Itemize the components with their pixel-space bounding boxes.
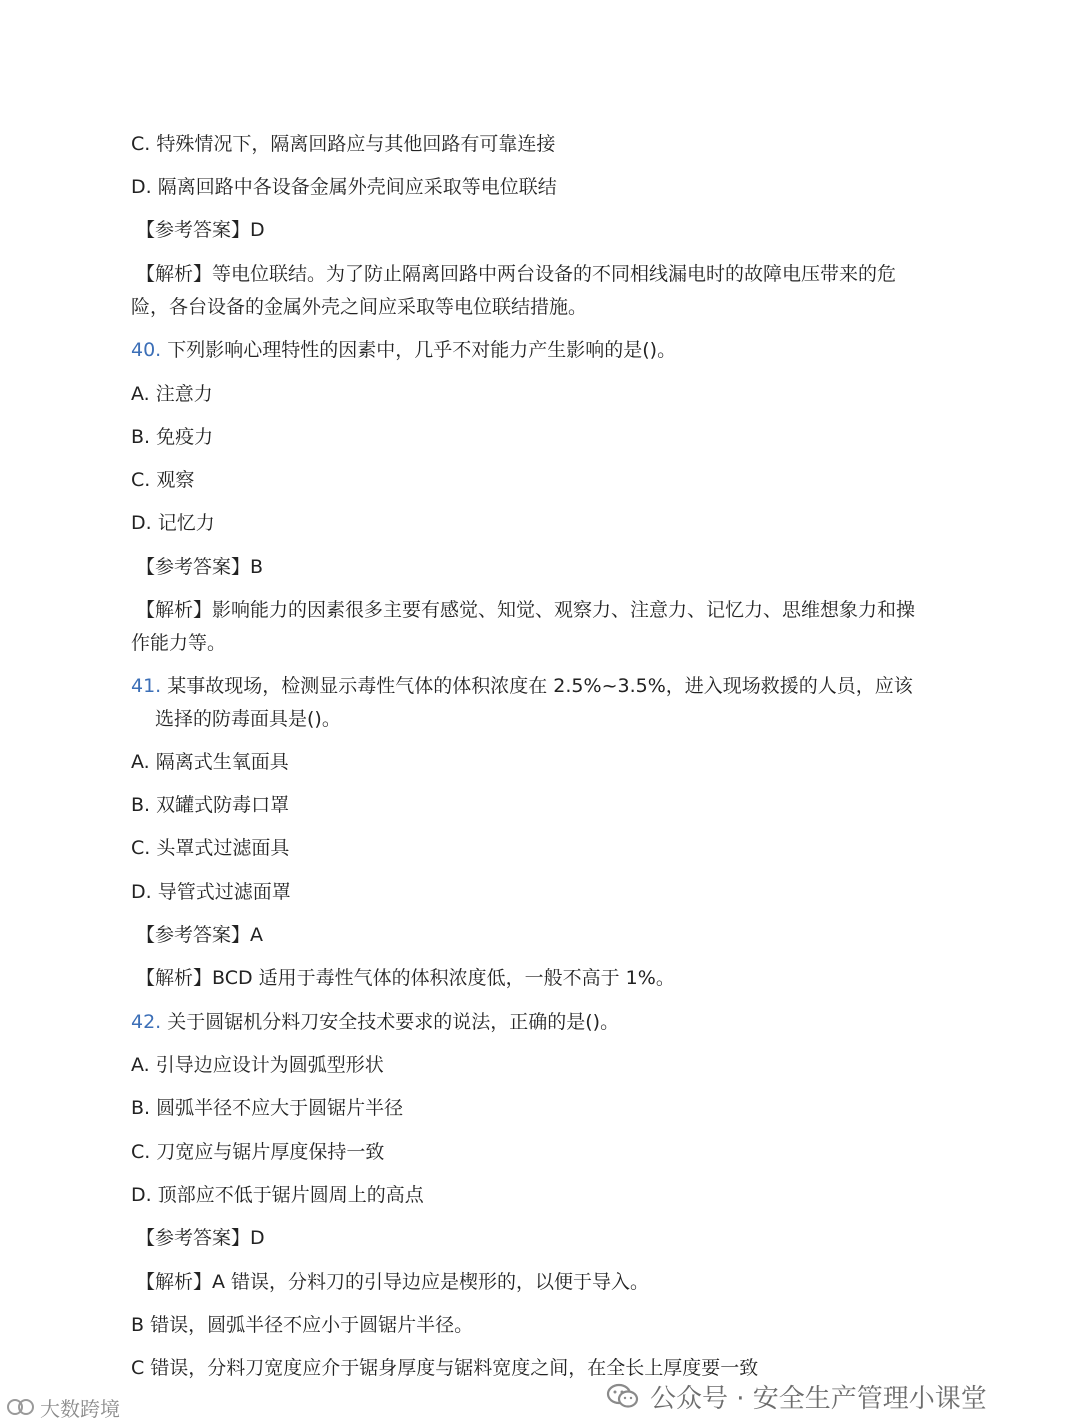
option-c-q41: C. 头罩式过滤面具 xyxy=(131,837,290,859)
option-a-q42: A. 引导边应设计为圆弧型形状 xyxy=(131,1054,384,1076)
option-c-q42: C. 刀宽应与锯片厚度保持一致 xyxy=(131,1141,385,1163)
watermark-left-text: 大数跨境 xyxy=(40,1396,120,1421)
answer-q40: 【参考答案】B xyxy=(136,556,264,578)
answer-q39: 【参考答案】D xyxy=(136,219,265,241)
option-b-q41: B. 双罐式防毒口罩 xyxy=(131,794,290,816)
question-41-text: 某事故现场，检测显示毒性气体的体积浓度在 2.5%~3.5%，进入现场救援的人员，应该 xyxy=(167,675,913,697)
option-d-q41: D. 导管式过滤面罩 xyxy=(131,881,291,903)
analysis-q39-line1: 【解析】等电位联结。为了防止隔离回路中两台设备的不同相线漏电时的故障电压带来的危 xyxy=(136,263,897,285)
question-42 xyxy=(131,1006,619,1038)
question-40 xyxy=(131,334,676,366)
question-40-text: 下列影响心理特性的因素中，几乎不对能力产生影响的是()。 xyxy=(167,339,677,361)
option-d-q40: D. 记忆力 xyxy=(131,512,215,534)
option-c-q40: C. 观察 xyxy=(131,469,195,491)
watermark-right-text: 公众号 · 安全生产管理小课堂 xyxy=(650,1383,987,1414)
option-a-q41: A. 隔离式生氧面具 xyxy=(131,751,289,773)
analysis-q42-line2: B 错误，圆弧半径不应小于圆锯片半径。 xyxy=(131,1314,474,1336)
analysis-q39-line2: 险，各台设备的金属外壳之间应采取等电位联结措施。 xyxy=(131,296,588,318)
watermark-right xyxy=(606,1376,1066,1416)
question-number-40: 40. xyxy=(131,339,162,361)
analysis-q42-line1: 【解析】A 错误，分料刀的引导边应是楔形的，以便于导入。 xyxy=(136,1271,650,1293)
analysis-q40-line1: 【解析】影响能力的因素很多主要有感觉、知觉、观察力、注意力、记忆力、思维想象力和操 xyxy=(136,599,916,621)
analysis-q41: 【解析】BCD 适用于毒性气体的体积浓度低，一般不高于 1%。 xyxy=(136,967,675,989)
question-42-text: 关于圆锯机分料刀安全技术要求的说法，正确的是()。 xyxy=(167,1011,620,1033)
option-b-q42: B. 圆弧半径不应大于圆锯片半径 xyxy=(131,1097,404,1119)
option-d-q39: D. 隔离回路中各设备金属外壳间应采取等电位联结 xyxy=(131,176,557,198)
option-c-q39: C. 特殊情况下，隔离回路应与其他回路有可靠连接 xyxy=(131,133,556,155)
watermark-left xyxy=(6,1392,120,1422)
analysis-q42-line3: C 错误，分料刀宽度应介于锯身厚度与锯料宽度之间，在全长上厚度要一致 xyxy=(131,1357,759,1379)
question-number-41: 41. xyxy=(131,675,162,697)
answer-q42: 【参考答案】D xyxy=(136,1227,265,1249)
analysis-q40-line2: 作能力等。 xyxy=(131,632,227,654)
option-d-q42: D. 顶部应不低于锯片圆周上的高点 xyxy=(131,1184,424,1206)
wechat-icon xyxy=(606,1382,640,1410)
brand-logo-icon xyxy=(6,1396,36,1418)
question-41 xyxy=(131,670,913,702)
option-b-q40: B. 免疫力 xyxy=(131,426,214,448)
question-number-42: 42. xyxy=(131,1011,162,1033)
question-41-text-line2: 选择的防毒面具是()。 xyxy=(155,708,341,730)
option-a-q40: A. 注意力 xyxy=(131,383,213,405)
answer-q41: 【参考答案】A xyxy=(136,924,263,946)
